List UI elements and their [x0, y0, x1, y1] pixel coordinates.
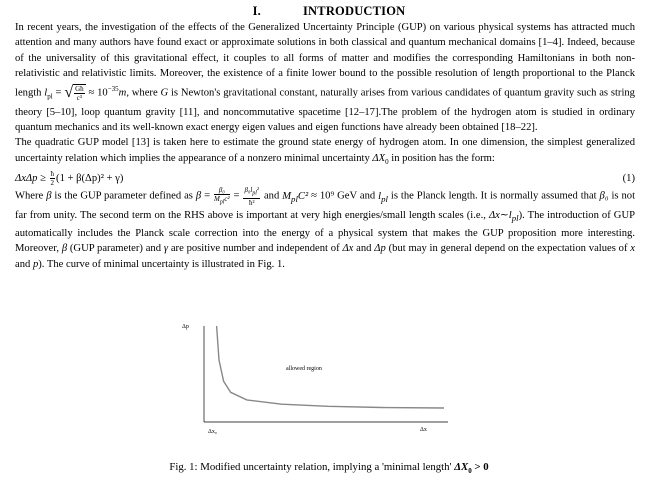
paragraph-3: Where β is the GUP parameter defined as β = $\frac{\text{β₀}}{M_{pl}c^2}$ = $\frac{\beta_0l_{pl}^2}{\text{ħ²}}$ and $M_{pl}C^2 \approx 10^9$ GeV and $l_{pl}$ is the Planck length. It is normally assumed that β₀ is not far from unity. The second term on the RHS above is important at very high energies/small length scales (i.e., $\Delta x\sim l_{pl}$). The introduction of GUP automatically includes the Planck scale correction into the energy of a physical system that makes the GUP proposition more interesting. Moreover, β (GUP parameter) and γ are positive number and independent of Δx and Δp (but may in general depend on the expectation values of x and p). The curve of minimal uncertainty is illustrated in Fig. 1. [15, 186, 636, 270]
paragraph-1: In recent years, the investigation of the effects of the Generalized Uncertainty Principle (GUP) on various physical systems has attracted much attention and many authors have found exact or approximate solutions in both classical and quantum mechanical domains [1–4]. Indeed, because of the universality of this gravitational effect, it couples to all forms of matter and modifies the corresponding Hamiltonians in both non-relativistic and relativistic limits. Moreover, the existence of a finite lower bound to the possible resolution of length proportional to the Planck length $l_{pl}$ = √ $\frac{Għ}{\text{c³}}$ ≈ $10^{-35}m$, where G is Newton's gravitational constant, naturally arises from various candidates of quantum gravity such as string theory [5–10], loop quantum gravity [11], and noncommutative spacetime [12–17].The problem of the hydrogen atom is studied in ordinary quantum mechanics and its well-known exact energy eigen values and eigen functions have already been obtained [18–22]. [15, 22, 635, 134]
x-tick-label: Δx₀ [208, 429, 217, 435]
body-text [15, 20, 635, 272]
equation-1: ΔxΔp ≥ $\frac{ħ}{2}$ (1 + β(Δp)² + γ) (1) [15, 169, 635, 187]
paragraph-2: The quadratic GUP model [13] is taken here to estimate the ground state energy of hydrogen atom. In one dimension, the simplest generalized uncertainty relation which implies the appearance of a nonzero minimal uncertainty $\Delta X_0$ in position has the form: [15, 137, 635, 166]
section-heading [0, 4, 658, 19]
figure-caption: Fig. 1: Modified uncertainty relation, implying a 'minimal length' $\Delta X_0 > 0$ [169, 461, 489, 476]
min-uncertainty-curve [217, 326, 444, 408]
allowed-region-label: allowed region [286, 366, 322, 372]
section-number: I. [252, 4, 261, 18]
sqrt-expression: √ $\frac{Għ}{\text{c³}}$ [64, 83, 84, 102]
uncertainty-chart [178, 318, 478, 440]
y-axis-label: Δp [182, 324, 189, 330]
equation-number: (1) [622, 172, 635, 184]
section-title: INTRODUCTION [302, 4, 406, 18]
x-axis-label: Δx [420, 427, 427, 433]
